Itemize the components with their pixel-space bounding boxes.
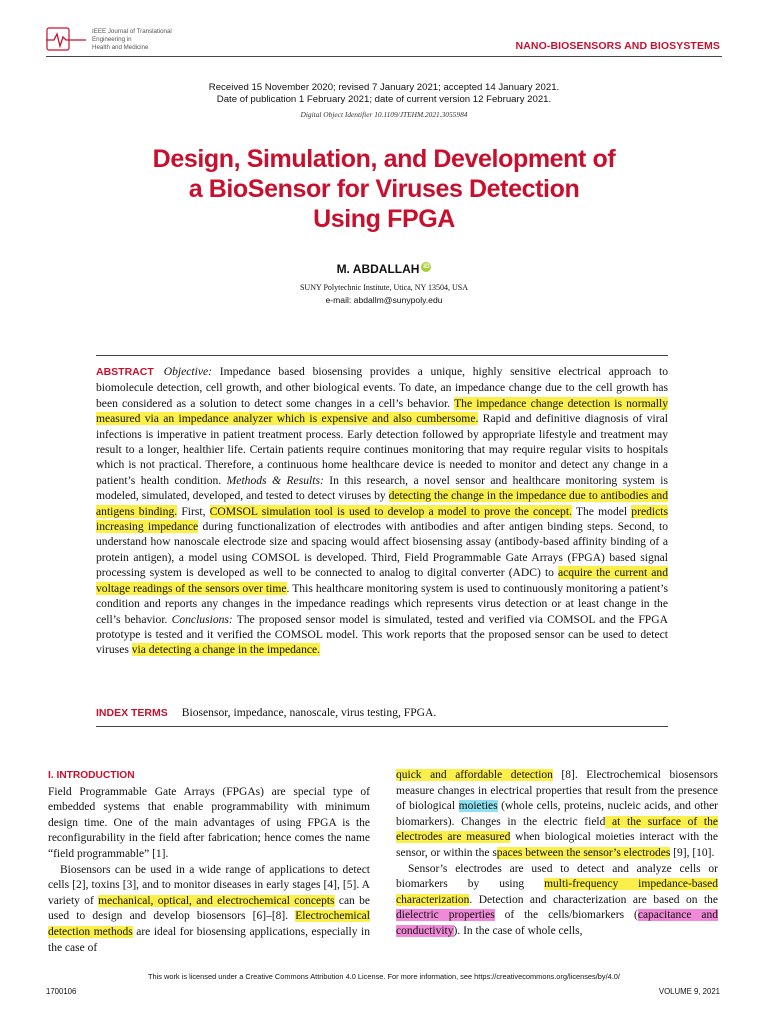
abstract-highlight: COMSOL simulation tool is used to develop a model to prove the concept. xyxy=(209,504,572,518)
paragraph xyxy=(48,863,370,957)
paragraph-text: Sensor’s electrodes are used to detect and analyze cells or biomarkers by using xyxy=(396,862,718,891)
abstract-text: First, xyxy=(177,504,210,518)
header-rule xyxy=(46,56,722,57)
abstract-highlight: The impedance change detection is normally measured via an impedance analyzer which is expensive and also cumbersome. xyxy=(96,396,668,426)
orcid-icon[interactable]: iD xyxy=(423,263,430,270)
abstract-rule-top xyxy=(96,355,668,356)
doi: Digital Object Identifier 10.1109/JTEHM.2021.3055984 xyxy=(300,110,468,119)
section-tag: NANO-BIOSENSORS AND BIOSYSTEMS xyxy=(515,40,720,52)
methods-label: Methods & Results: xyxy=(226,473,324,487)
paragraph-text: . Detection and characterization are based on the xyxy=(469,893,718,906)
text-highlight: at the surface of the electrodes are measured xyxy=(396,815,718,844)
abstract-label: ABSTRACT xyxy=(96,366,154,378)
journal-name-line: Health and Medicine xyxy=(92,44,149,51)
abstract-text: The proposed sensor model is simulated, tested and verified via COMSOL and the FPGA prototype is tested and it verified the COMSOL model. This work reports that the proposed sensor can be used to detect viruses xyxy=(96,612,668,657)
body-column-left xyxy=(48,768,370,956)
journal-name-line: Engineering in xyxy=(92,36,132,43)
text-highlight: dielectric properties xyxy=(396,909,495,922)
objective-label: Objective: xyxy=(163,365,213,378)
paragraph xyxy=(396,768,718,862)
abstract-highlight: predicts increasing impedance xyxy=(96,504,668,534)
abstract xyxy=(96,364,668,658)
page-number: 1700106 xyxy=(46,987,77,996)
text-highlight: capacitance and conductivity xyxy=(396,909,718,937)
paper-title xyxy=(0,144,768,234)
paragraph xyxy=(396,862,718,940)
abstract-text: during functionalization of electrodes with antibodies and after antigen binding steps. Second, to understand how nanoscale electrode size and spacing would affect biosensing assay (antibody-based affinity binding of a protein antigen), a model using COMSOL is developed. Third, Field Programmable Gate Arrays (FPGA) based signal processing system is developed as well to be connected to analog to digital converter (ADC) to xyxy=(96,520,668,580)
abstract-highlight: detecting the change in the impedance due to antibodies and antigens binding. xyxy=(96,489,668,518)
affiliation: SUNY Polytechnic Institute, Utica, NY 13504, USA xyxy=(299,283,469,292)
volume-label: VOLUME 9, 2021 xyxy=(658,987,720,996)
title-line: Using FPGA xyxy=(313,205,455,233)
text-highlight: moieties xyxy=(458,800,498,813)
abstract-text: . This healthcare monitoring system is used to continuously monitoring a patient’s condition and reports any changes in the impedance readings which represents virus detection or at least change in the cell’s behavior. xyxy=(96,581,668,626)
license-notice: This work is licensed under a Creative Commons Attribution 4.0 License. For more information, see https://creativecommons.org/licenses/by/4.0/ xyxy=(148,972,620,981)
text-highlight: Electrochemical detection methods xyxy=(48,910,370,938)
abstract-rule-bottom xyxy=(96,726,668,727)
index-terms-label: INDEX TERMS xyxy=(96,707,168,719)
abstract-highlight: via detecting a change in the impedance. xyxy=(131,643,321,657)
body-column-right xyxy=(396,768,718,940)
publication-dates xyxy=(0,82,768,106)
paragraph-text: [8]. Electrochemical biosensors measure changes in electrical properties that result from the presence of biological xyxy=(396,769,719,813)
title-line: a BioSensor for Viruses Detection xyxy=(188,175,580,203)
paragraph: Field Programmable Gate Arrays (FPGAs) are special type of embedded systems that enable programmability with minimum design time. One of the main advantages of using FPGA is the reconfigurability in the field after fabrication; hence comes the name “field programmable” [1]. xyxy=(48,785,370,860)
abstract-text: The model xyxy=(571,504,632,518)
abstract-highlight: acquire the current and voltage readings of the sensors over time xyxy=(96,566,668,595)
index-terms-text: Biosensor, impedance, nanoscale, virus testing, FPGA. xyxy=(181,706,437,719)
abstract-text: Impedance based biosensing provides a unique, highly sensitive electrical approach to biomolecule detection, cell growth, and other biological events. To date, an impedance change due to the cell growth has been considered as a solution to detect some changes in a cell’s behavior. xyxy=(96,365,668,410)
paragraph-text: [9], [10]. xyxy=(670,846,715,859)
author-name: M. ABDALLAH xyxy=(336,262,420,276)
text-highlight: quick and affordable detection xyxy=(396,769,553,781)
text-highlight: multi-frequency impedance-based characterization xyxy=(396,878,718,906)
journal-name xyxy=(92,28,172,52)
paragraph-text: Biosensors can be used in a wide range of applications to detect cells [2], toxins [3], and to monitor diseases in early stages [4], [5]. A variety of xyxy=(48,863,370,907)
conclusions-label: Conclusions: xyxy=(171,612,233,626)
paragraph-text: are ideal for biosensing applications, especially in the case of xyxy=(48,925,370,954)
journal-name-line: IEEE Journal of Translational xyxy=(92,28,172,35)
paragraph-text: of the cells/biomarkers ( xyxy=(494,909,638,922)
paragraph-text: when biological moieties interact with the sensor, or within the s xyxy=(396,831,718,859)
author-email[interactable]: e-mail: abdallm@sunypoly.edu xyxy=(325,295,443,305)
title-line: Design, Simulation, and Development of xyxy=(152,145,616,173)
paragraph-text: can be used to design and develop biosensors [6]–[8]. xyxy=(48,894,370,923)
abstract-text: Rapid and definitive diagnosis of viral infections is imperative in patient treatment process. Early detection followed by appropriate lifestyle and treatment may result to a longer, healthier life. Certain patients require continues monitoring that may require regular visits to hospitals which is not practical. Therefore, a continuous home healthcare device is needed to monitor and detect any change in a patient’s health condition. xyxy=(96,412,668,487)
abstract-text: In this research, a novel sensor and healthcare monitoring system is modeled, simulated, developed, and tested to detect viruses by xyxy=(96,473,668,503)
paragraph-text: ). In the case of whole cells, xyxy=(453,924,583,937)
author xyxy=(0,262,768,276)
dates-received: Received 15 November 2020; revised 7 January 2021; accepted 14 January 2021. xyxy=(208,82,560,93)
paragraph-text: (whole cells, proteins, nucleic acids, and other biomarkers). Changes in the electric field xyxy=(396,800,718,828)
text-highlight: mechanical, optical, and electrochemical concepts xyxy=(98,894,335,907)
text-highlight: paces between the sensor’s electrodes xyxy=(496,846,671,859)
section-heading: I. INTRODUCTION xyxy=(48,770,135,781)
index-terms xyxy=(96,706,668,719)
dates-publication: Date of publication 1 February 2021; date of current version 12 February 2021. xyxy=(216,94,552,105)
